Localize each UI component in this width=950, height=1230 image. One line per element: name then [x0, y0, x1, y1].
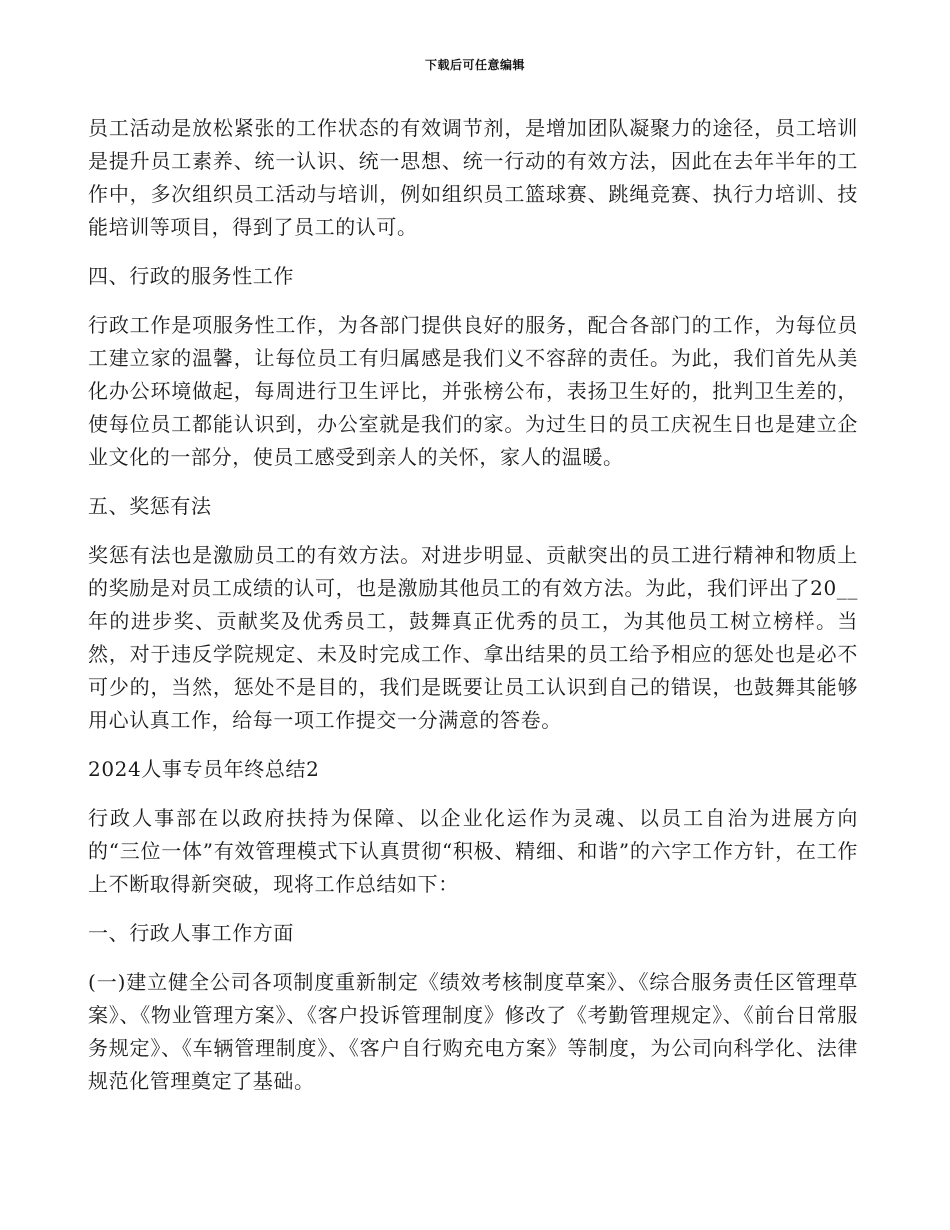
section-heading-rewards: 五、奖惩有法 [88, 494, 212, 518]
paragraph-regulations: (一)建立健全公司各项制度重新制定《绩效考核制度草案》、《综合服务责任区管理草案》、《物业管理方案》、《客户投诉管理制度》修改了《考勤管理规定》、《前台日常服务规定》、《车辆管理制度》、《客户自行购充电方案》等制度，为公司向科学化、法律规范化管理奠定了基础。 [88, 970, 858, 1093]
paragraph-service-work: 行政工作是项服务性工作，为各部门提供良好的服务，配合各部门的工作，为每位员工建立家的温馨，让每位员工有归属感是我们义不容辞的责任。为此，我们首先从美化办公环境做起，每周进行卫生评比，并张榜公布，表扬卫生好的，批判卫生差的，使每位员工都能认识到，办公室就是我们的家。为过生日的员工庆祝生日也是建立企业文化的一部分，使员工感受到亲人的关怀，家人的温暖。 [88, 313, 858, 469]
paragraph-rewards: 奖惩有法也是激励员工的有效方法。对进步明显、贡献突出的员工进行精神和物质上的奖励是对员工成绩的认可，也是激励其他员工的有效方法。为此，我们评出了20__年的进步奖、贡献奖及优秀员工，鼓舞真正优秀的员工，为其他员工树立榜样。当然，对于违反学院规定、未及时完成工作、拿出结果的员工给予相应的惩处也是必不可少的，当然，惩处不是目的，我们是既要让员工认识到自己的错误，也鼓舞其能够用心认真工作，给每一项工作提交一分满意的答卷。 [88, 543, 858, 732]
section-heading-admin-hr: 一、行政人事工作方面 [88, 921, 294, 945]
section-heading-service-work: 四、行政的服务性工作 [88, 264, 294, 288]
document-body [88, 112, 858, 1114]
document-title-summary-2: 2024人事专员年终总结2 [88, 757, 320, 781]
paragraph-intro: 行政人事部在以政府扶持为保障、以企业化运作为灵魂、以员工自治为进展方向的“三位一体”有效管理模式下认真贯彻“积极、精细、和谐”的六字工作方针，在工作上不断取得新突破，现将工作总结如下： [88, 806, 858, 896]
page-header: 下载后可任意编辑 [424, 58, 525, 72]
paragraph-employee-activities: 员工活动是放松紧张的工作状态的有效调节剂，是增加团队凝聚力的途径，员工培训是提升员工素养、统一认识、统一思想、统一行动的有效方法，因此在去年半年的工作中，多次组织员工活动与培训，例如组织员工篮球赛、跳绳竞赛、执行力培训、技能培训等项目，得到了员工的认可。 [88, 116, 858, 239]
